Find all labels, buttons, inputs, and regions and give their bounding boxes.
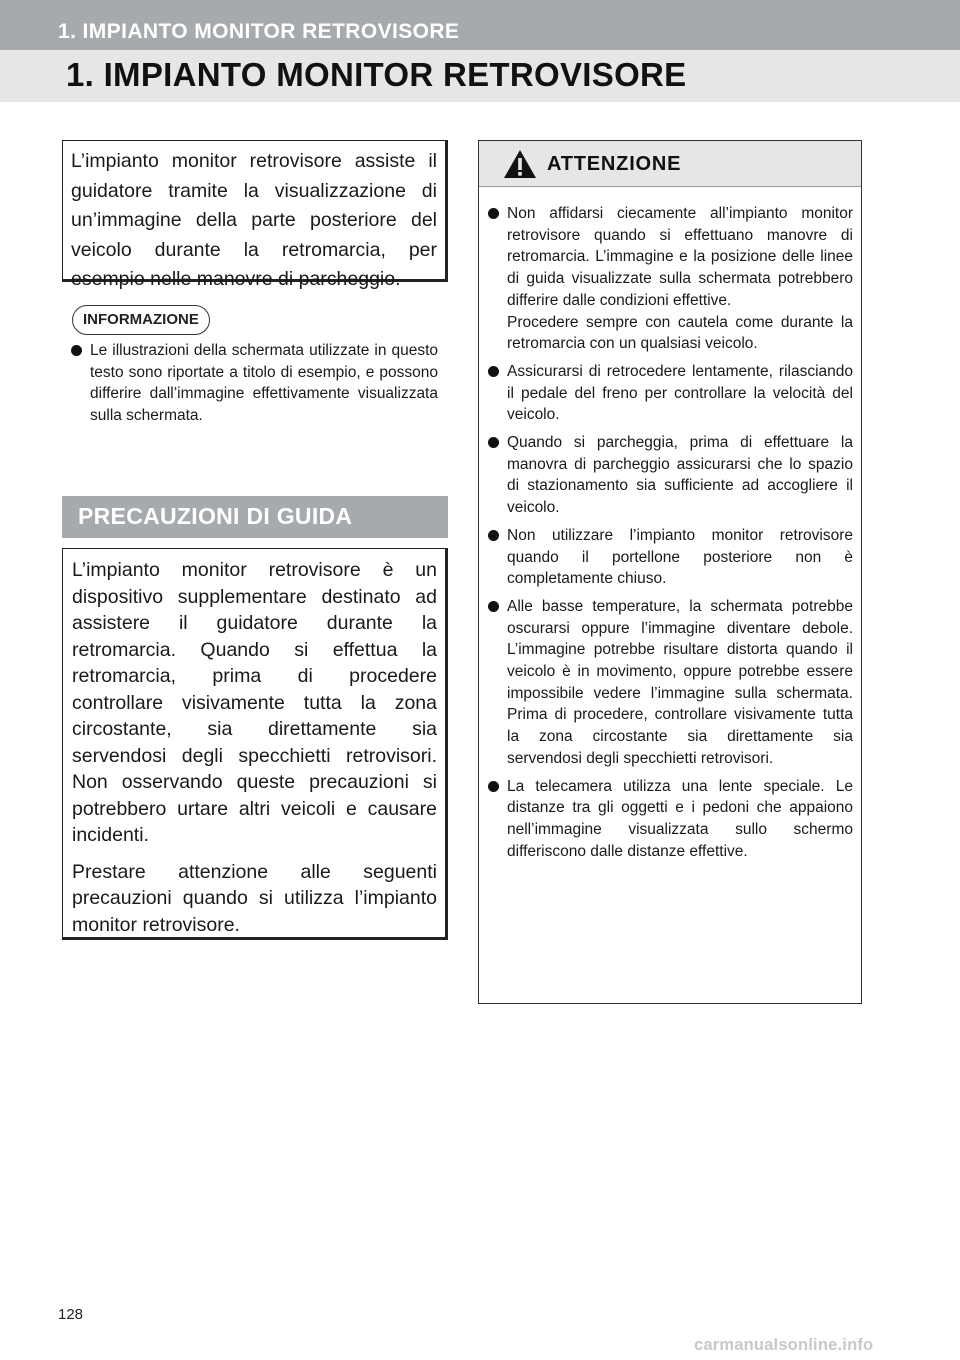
precautions-paragraph: Prestare attenzione alle seguenti precauzioni quando si utilizza l’impianto monitor retrovisore. [72, 860, 437, 936]
warning-item [487, 361, 853, 426]
precautions-paragraph: L’impianto monitor retrovisore è un dispositivo supplementare destinato ad assistere il guidatore durante la retromarcia. Quando si effettua la retromarcia, prima di procedere controllare visivamente tutta la zona circostante, sia direttamente sia servendosi degli specchietti retrovisori. Non osservando queste precauzioni si potrebbero urtare altri veicoli e causare incidenti. [72, 559, 437, 846]
warning-header [479, 141, 861, 187]
intro-box [62, 140, 448, 290]
running-title: 1. IMPIANTO MONITOR RETROVISORE [58, 20, 460, 43]
bullet-icon [488, 437, 499, 448]
bullet-icon [488, 530, 499, 541]
warning-item-text: Quando si parcheggia, prima di effettuare la manovra di parcheggio assicurarsi che lo spazio di stazionamento sia sufficiente ad accogliere il veicolo. [507, 434, 853, 517]
watermark: carmanualsonline.info [694, 1336, 874, 1354]
bullet-icon [71, 345, 82, 356]
warning-item [487, 432, 853, 519]
warning-item [487, 203, 853, 355]
page-title: 1. IMPIANTO MONITOR RETROVISORE [66, 56, 687, 93]
warning-item [487, 525, 853, 590]
bullet-icon [488, 781, 499, 792]
precautions-box [62, 548, 448, 940]
warning-item-text: Assicurarsi di retrocedere lentamente, rilasciando il pedale del freno per controllare la velocità del veicolo. [507, 362, 853, 424]
section-title: PRECAUZIONI DI GUIDA [78, 503, 353, 529]
warning-item-text: Non utilizzare l’impianto monitor retrovisore quando il portellone posteriore non è completamente chiuso. [507, 526, 853, 588]
page-number: 128 [58, 1306, 84, 1323]
warning-triangle-icon [503, 149, 537, 179]
warning-list [487, 203, 853, 868]
section-title-box [62, 496, 448, 538]
warning-item [487, 596, 853, 770]
bullet-icon [488, 208, 499, 219]
intro-text: L’impianto monitor retrovisore assiste il guidatore tramite la visualizzazione di un’immagine della parte posteriore del veicolo durante la retromarcia, per esempio nelle manovre di parcheggio. [71, 150, 437, 290]
bullet-icon [488, 366, 499, 377]
info-list [70, 340, 438, 426]
warning-item-text: La telecamera utilizza una lente speciale. Le distanze tra gli oggetti e i pedoni che appaiono nell’immagine visualizzata sullo schermo differiscono dalle distanze effettive. [507, 777, 853, 860]
warning-box [478, 140, 862, 1004]
bullet-icon [488, 601, 499, 612]
warning-item-text: Non affidarsi ciecamente all’impianto monitor retrovisore quando si effettuano manovre di retromarcia. L’immagine e la posizione delle linee di guida visualizzate sulla schermata potrebbero differire dalle condizioni effettive. [507, 205, 853, 309]
info-item-text: Le illustrazioni della schermata utilizzate in questo testo sono riportate a titolo di esempio, e possono differire dall’immagine effettivamente visualizzata sulla schermata. [90, 342, 438, 424]
warning-title: ATTENZIONE [547, 153, 682, 175]
info-item [70, 340, 438, 426]
warning-item [487, 776, 853, 863]
info-label: INFORMAZIONE [72, 305, 210, 335]
warning-item-text: Procedere sempre con cautela come durante la retromarcia con un qualsiasi veicolo. [507, 313, 853, 353]
warning-item-text: Alle basse temperature, la schermata potrebbe oscurarsi oppure l’immagine diventare debole. L’immagine potrebbe risultare distorta quando il veicolo è in movimento, oppure potrebbe essere impossibile vedere l’immagine sulla schermata. Prima di procedere, controllare visivamente tutta la zona circostante sia direttamente sia servendosi degli specchietti retrovisori. [507, 597, 853, 767]
